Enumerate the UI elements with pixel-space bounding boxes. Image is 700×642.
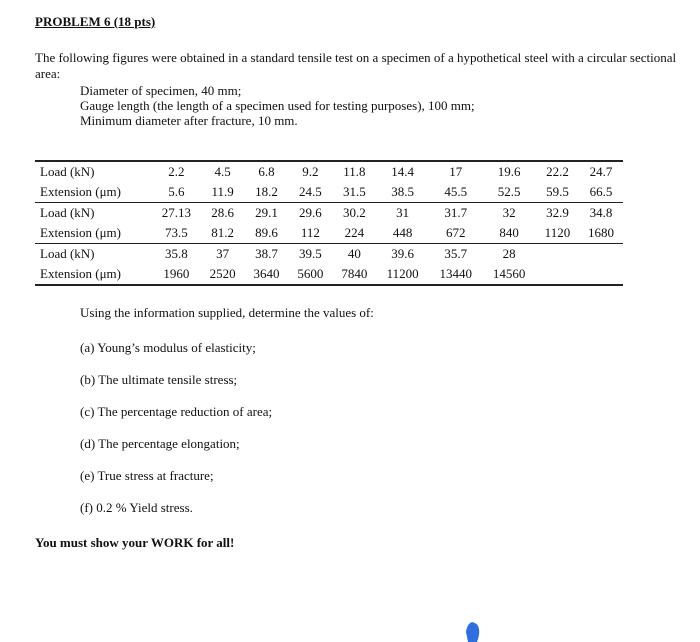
table-cell: 2520 [201,264,245,285]
row-label: Extension (μm) [35,264,152,285]
spec-min-diameter: Minimum diameter after fracture, 10 mm. [80,113,298,128]
problem-title: PROBLEM 6 (18 pts) [35,14,156,29]
table-cell: 45.5 [444,184,468,199]
table-cell: 1680 [588,225,615,240]
table-cell: 32 [482,203,535,224]
table-cell: 29.1 [245,203,289,224]
question-f: (f) 0.2 % Yield stress. [80,500,193,515]
row-label: Extension (μm) [40,184,121,199]
table-cell: 38.7 [245,244,289,265]
spec-diameter: Diameter of specimen, 40 mm; [80,83,242,98]
table-cell: 37 [201,244,245,265]
table-cell: 7840 [332,264,376,285]
table-row [35,244,623,265]
table-cell: 31 [376,203,429,224]
table-cell: 11.9 [211,184,234,199]
table-cell: 40 [332,244,376,265]
table-cell: 30.2 [332,203,376,224]
table-cell: 39.6 [376,244,429,265]
questions-lead: Using the information supplied, determine the values of: [80,305,374,320]
table-cell: 22.2 [536,161,579,182]
table-cell: 28 [482,244,535,265]
table-cell: 38.5 [391,184,415,199]
table-cell: 14560 [482,264,535,285]
table-row [35,182,623,203]
table-cell: 672 [445,225,466,240]
specimen-specs [80,83,475,128]
table-row [35,223,623,244]
table-cell: 224 [344,225,365,240]
table-cell: 2.2 [152,161,201,182]
question-c: (c) The percentage reduction of area; [80,404,273,419]
row-label: Extension (μm) [40,225,121,240]
spec-gauge-length: Gauge length (the length of a specimen used for testing purposes), 100 mm; [80,98,475,113]
table-cell: 5600 [288,264,332,285]
table-cell: 81.2 [211,225,234,240]
table-cell: 17 [429,161,482,182]
table-cell: 1960 [152,264,201,285]
ink-mark-icon [458,620,486,642]
table-cell [579,244,623,265]
table-cell: 39.5 [288,244,332,265]
table-cell: 18.2 [255,184,278,199]
table-cell: 24.5 [299,184,322,199]
table-cell: 112 [300,225,320,240]
table-cell: 32.9 [536,203,579,224]
table-cell [536,244,579,265]
question-b: (b) The ultimate tensile stress; [80,372,238,387]
table-cell: 28.6 [201,203,245,224]
table-cell: 11.8 [332,161,376,182]
table-cell: 9.2 [288,161,332,182]
table-cell: 66.5 [589,184,613,199]
table-cell: 3640 [245,264,289,285]
table-cell: 1120 [544,225,571,240]
table-cell: 34.8 [579,203,623,224]
table-cell: 31.7 [429,203,482,224]
table-cell: 35.7 [429,244,482,265]
table-cell [579,264,623,285]
table-cell: 73.5 [164,225,188,240]
table-cell: 35.8 [152,244,201,265]
table-cell: 4.5 [201,161,245,182]
question-e: (e) True stress at fracture; [80,468,214,483]
table-cell: 13440 [429,264,482,285]
table-cell: 19.6 [482,161,535,182]
table-cell: 24.7 [579,161,623,182]
table-cell: 448 [392,225,413,240]
table-cell: 52.5 [497,184,521,199]
table-cell: 89.6 [255,225,278,240]
table-row [35,264,623,285]
table-cell: 29.6 [288,203,332,224]
table-row [35,161,623,182]
row-label: Load (kN) [35,244,152,265]
table-cell: 11200 [376,264,429,285]
show-work-note: You must show your WORK for all! [35,535,235,550]
table-cell: 27.13 [152,203,201,224]
table-cell [536,264,579,285]
table-cell: 31.5 [342,184,366,199]
table-cell: 840 [499,225,519,240]
question-d: (d) The percentage elongation; [80,436,240,451]
row-label: Load (kN) [35,203,152,224]
problem-intro: The following figures were obtained in a standard tensile test on a specimen of a hypothetical steel with a circular sectional area: [35,50,677,81]
questions-list [80,340,272,532]
row-label: Load (kN) [35,161,152,182]
table-row [35,203,623,224]
question-a: (a) Young’s modulus of elasticity; [80,340,256,355]
table-cell: 6.8 [245,161,289,182]
tensile-data-table [35,160,623,286]
table-cell: 59.5 [546,184,569,199]
table-cell: 5.6 [168,184,185,199]
table-cell: 14.4 [376,161,429,182]
